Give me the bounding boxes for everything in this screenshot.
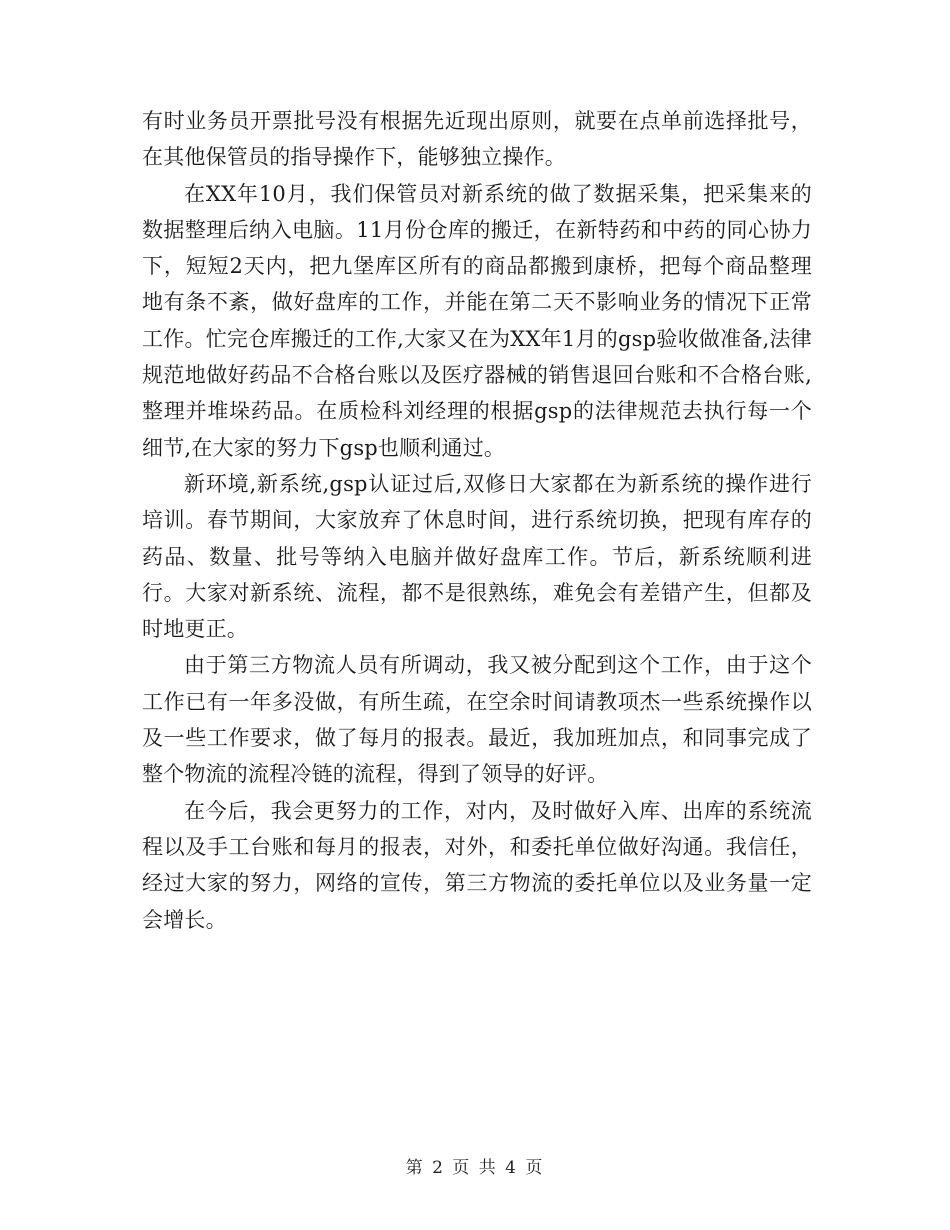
paragraph-2: 在XX年10月，我们保管员对新系统的做了数据采集，把采集来的数据整理后纳入电脑。11月份仓库的搬迁，在新特药和中药的同心协力下，短短2天内，把九堡库区所有的商品都搬到康桥，把每个商品整理地有条不紊，做好盘库的工作，并能在第二天不影响业务的情况下正常工作。忙完仓库搬迁的工作,大家又在为XX年1月的gsp验收做准备,法律规范地做好药品不合格台账以及医疗器械的销售退回台账和不合格台账,整理并堆垛药品。在质检科刘经理的根据gsp的法律规范去执行每一个细节,在大家的努力下gsp也顺利通过。 <box>142 181 812 460</box>
paragraph-3: 新环境,新系统,gsp认证过后,双修日大家都在为新系统的操作进行培训。春节期间，大家放弃了休息时间，进行系统切换，把现有库存的药品、数量、批号等纳入电脑并做好盘库工作。节后，新系统顺利进行。大家对新系统、流程，都不是很熟练，难免会有差错产生，但都及时地更正。 <box>142 471 812 642</box>
paragraph-5: 在今后，我会更努力的工作，对内，及时做好入库、出库的系统流程以及手工台账和每月的报表，对外，和委托单位做好沟通。我信任，经过大家的努力，网络的宣传，第三方物流的委托单位以及业务量一定会增长。 <box>142 798 812 932</box>
paragraph-1: 有时业务员开票批号没有根据先近现出原则，就要在点单前选择批号，在其他保管员的指导操作下，能够独立操作。 <box>142 109 812 170</box>
page-number-footer: 第 2 页 共 4 页 <box>405 1158 545 1178</box>
paragraph-4: 由于第三方物流人员有所调动，我又被分配到这个工作，由于这个工作已有一年多没做，有所生疏，在空余时间请教项杰一些系统操作以及一些工作要求，做了每月的报表。最近，我加班加点，和同事完成了整个物流的流程冷链的流程，得到了领导的好评。 <box>142 653 812 787</box>
document-body <box>142 103 812 938</box>
